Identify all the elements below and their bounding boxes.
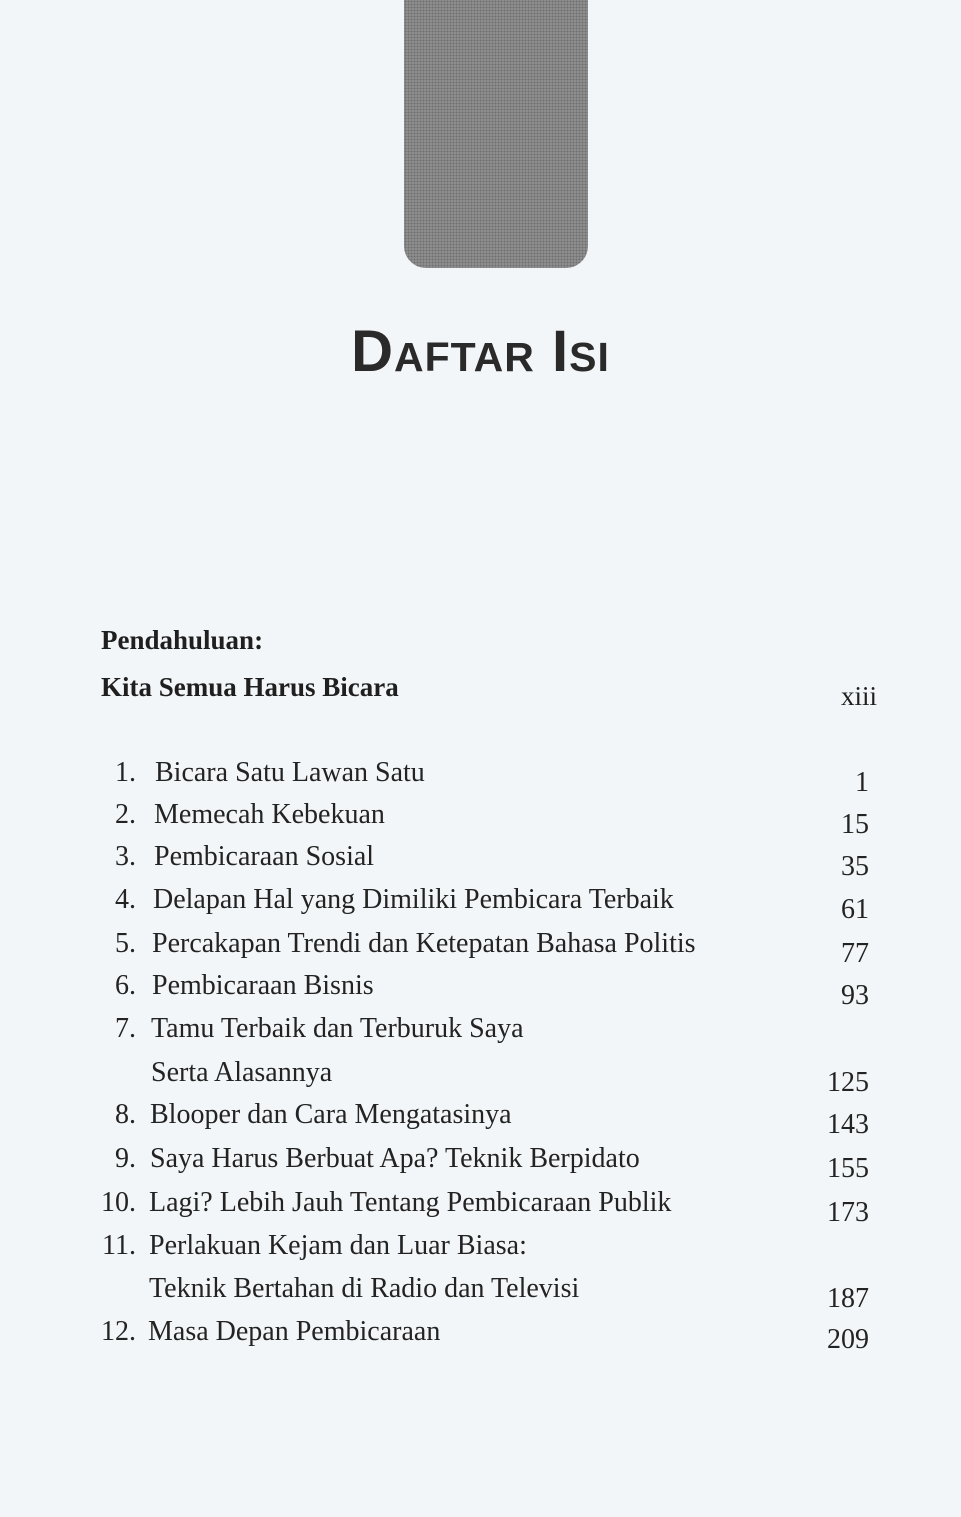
- entry-page: 155: [827, 1153, 869, 1184]
- entry-title: Pembicaraan Sosial: [154, 841, 375, 872]
- entry-title: Lagi? Lebih Jauh Tentang Pembicaraan Publik: [149, 1187, 672, 1218]
- entry-number: 1.: [115, 757, 136, 788]
- entry-page: 187: [827, 1283, 869, 1314]
- entry-page: 143: [827, 1109, 869, 1140]
- chapter-tab-decoration: [404, 0, 588, 268]
- page-title: Daftar Isi: [351, 319, 610, 384]
- intro-line1: Pendahuluan:: [101, 625, 264, 655]
- entry-number: 8.: [115, 1099, 136, 1130]
- entry-title: Pembicaraan Bisnis: [152, 970, 374, 1001]
- entry-page: 93: [841, 980, 869, 1011]
- entry-title-continued: Teknik Bertahan di Radio dan Televisi: [149, 1273, 580, 1304]
- intro-page-number: xiii: [840, 681, 877, 711]
- entry-page: 1: [855, 767, 869, 798]
- entry-title: Delapan Hal yang Dimiliki Pembicara Terbaik: [153, 884, 674, 915]
- entry-number: 12.: [101, 1316, 136, 1347]
- entry-title: Tamu Terbaik dan Terburuk Saya: [151, 1013, 524, 1044]
- entry-page: 61: [841, 894, 869, 925]
- entry-title: Percakapan Trendi dan Ketepatan Bahasa Politis: [152, 928, 696, 959]
- entry-title: Saya Harus Berbuat Apa? Teknik Berpidato: [150, 1143, 640, 1174]
- entry-page: 15: [841, 809, 869, 840]
- entry-title-continued: Serta Alasannya: [151, 1057, 333, 1088]
- entry-page: 35: [841, 851, 869, 882]
- entry-number: 6.: [115, 970, 136, 1001]
- entry-number: 7.: [115, 1013, 136, 1044]
- entry-number: 5.: [115, 928, 136, 959]
- entry-title: Perlakuan Kejam dan Luar Biasa:: [149, 1230, 527, 1261]
- entry-number: 2.: [115, 799, 136, 830]
- entry-title: Bicara Satu Lawan Satu: [155, 757, 425, 788]
- entry-page: 209: [827, 1324, 869, 1355]
- entry-page: 173: [827, 1197, 869, 1228]
- intro-line2: Kita Semua Harus Bicara: [101, 672, 399, 702]
- entry-number: 4.: [115, 884, 136, 915]
- entry-page: 77: [841, 938, 869, 969]
- entry-number: 11.: [102, 1230, 136, 1261]
- entry-number: 10.: [101, 1187, 136, 1218]
- entry-number: 3.: [115, 841, 136, 872]
- entry-page: 125: [827, 1067, 869, 1098]
- entry-title: Blooper dan Cara Mengatasinya: [150, 1099, 512, 1130]
- entry-number: 9.: [115, 1143, 136, 1174]
- entry-title: Masa Depan Pembicaraan: [148, 1316, 441, 1347]
- entry-title: Memecah Kebekuan: [154, 799, 385, 830]
